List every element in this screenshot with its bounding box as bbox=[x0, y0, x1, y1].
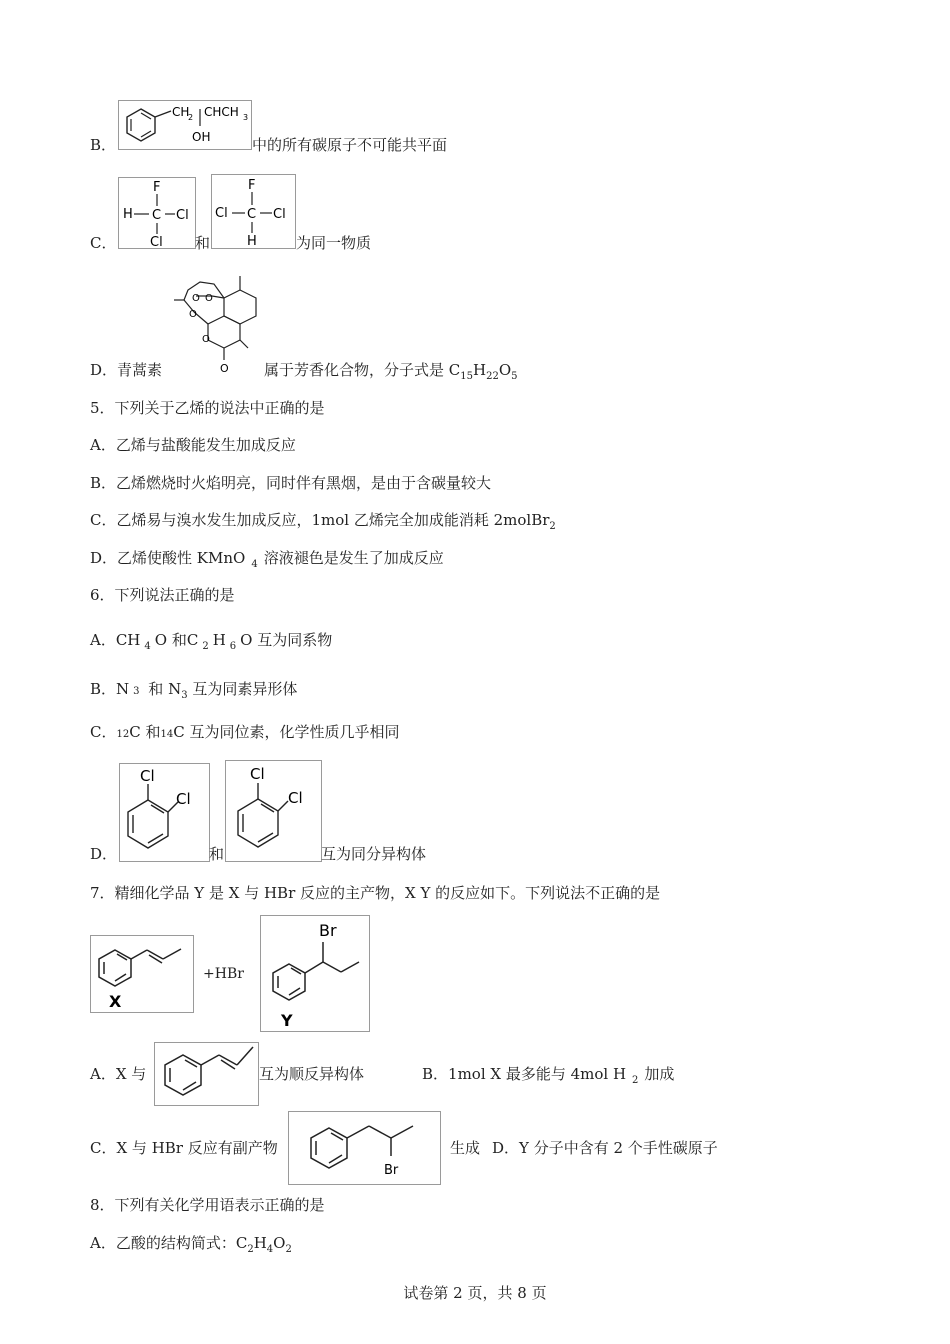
q5-option-c bbox=[90, 510, 556, 537]
sup: 14 bbox=[160, 729, 174, 740]
sub: 2 bbox=[285, 1244, 292, 1255]
q4-d-text bbox=[264, 360, 518, 387]
t: O 和C bbox=[154, 631, 199, 649]
t: B．N bbox=[90, 680, 130, 698]
q4-c-text: 为同一物质 bbox=[296, 234, 372, 252]
q7-b-text: B．1mol X 最多能与 4mol H bbox=[422, 1065, 627, 1083]
q6-d-text: 互为同分异构体 bbox=[321, 845, 427, 863]
q7-stem: 7．精细化学品 Y 是 X 与 HBr 反应的主产物，X Y 的反应如下。下列说法不正确的是 bbox=[90, 884, 661, 902]
t: H bbox=[212, 631, 226, 649]
sub: 15 bbox=[460, 371, 473, 382]
atom-o: O bbox=[205, 293, 213, 304]
sub: 3 bbox=[133, 686, 140, 697]
q6-option-b bbox=[90, 679, 297, 706]
q6-d-and: 和 bbox=[209, 845, 225, 863]
t: A．CH bbox=[90, 631, 141, 649]
atom-h: H bbox=[123, 207, 133, 222]
q7-option-a-post: 互为顺反异构体 bbox=[259, 1065, 365, 1083]
plus-hbr: +HBr bbox=[203, 966, 244, 982]
q7-b-post: 加成 bbox=[644, 1065, 675, 1083]
sub: 4 bbox=[251, 559, 258, 570]
atom-f: F bbox=[248, 178, 256, 193]
structure-dichlorobenzene-a bbox=[119, 763, 210, 862]
t: C 互为同位素，化学性质几乎相同 bbox=[173, 723, 400, 741]
formula-h: H bbox=[472, 361, 487, 379]
atom-br: Br bbox=[319, 921, 337, 940]
formula-h: H bbox=[253, 1234, 267, 1252]
sub: 2 bbox=[202, 641, 209, 652]
atom-cl: Cl bbox=[250, 765, 265, 783]
atom-o: O bbox=[202, 334, 210, 345]
atom-c: C bbox=[247, 207, 257, 222]
atom-cl: Cl bbox=[176, 790, 191, 808]
structure-x-propenylbenzene bbox=[90, 935, 194, 1013]
struct-sub-3: 3 bbox=[243, 113, 249, 122]
atom-f: F bbox=[153, 180, 161, 195]
q7-option-c-post: 生成 bbox=[450, 1139, 481, 1157]
q4-option-b bbox=[90, 135, 447, 155]
struct-oh: OH bbox=[192, 130, 211, 144]
q6-stem: 6．下列说法正确的是 bbox=[90, 586, 235, 604]
q5-d-text-post: 溶液褪色是发生了加成反应 bbox=[263, 549, 444, 567]
q8-stem: 8．下列有关化学用语表示正确的是 bbox=[90, 1196, 325, 1214]
sup: 12 bbox=[116, 729, 130, 740]
label-x: X bbox=[109, 992, 122, 1011]
sub: 5 bbox=[511, 371, 518, 382]
q7-option-b bbox=[422, 1064, 674, 1091]
q5-option-a: A．乙烯与盐酸能发生加成反应 bbox=[90, 436, 296, 454]
atom-o-carbonyl: O bbox=[220, 362, 229, 375]
atom-c: C bbox=[152, 208, 162, 223]
sub: 22 bbox=[486, 371, 499, 382]
sub: 2 bbox=[247, 1244, 254, 1255]
t: O 互为同系物 bbox=[240, 631, 333, 649]
atom-o: O bbox=[192, 293, 200, 304]
atom-cl: Cl bbox=[215, 206, 228, 221]
struct-ch: CH bbox=[172, 105, 190, 119]
structure-2-bromopropylbenzene bbox=[288, 1111, 441, 1185]
label-y: Y bbox=[281, 1011, 293, 1030]
atom-cl: Cl bbox=[273, 207, 286, 222]
t: 和 N bbox=[143, 680, 182, 698]
t: C 和 bbox=[129, 723, 161, 741]
struct-chch: CHCH bbox=[204, 105, 239, 119]
structure-y-bromopropylbenzene bbox=[260, 915, 370, 1032]
structure-cis-propenylbenzene bbox=[154, 1042, 259, 1106]
t: 互为同素异形体 bbox=[187, 680, 298, 698]
formula-o: O bbox=[498, 361, 512, 379]
structure-artemisinin bbox=[172, 268, 264, 378]
q7-option-a-pre: A．X 与 bbox=[90, 1065, 147, 1083]
atom-cl: Cl bbox=[140, 767, 155, 785]
atom-o: O bbox=[189, 309, 197, 320]
formula-o: O bbox=[273, 1234, 286, 1252]
structure-chfcl2-a bbox=[118, 177, 196, 249]
q7-option-d: D．Y 分子中含有 2 个手性碳原子 bbox=[492, 1139, 718, 1157]
q8-option-a bbox=[90, 1233, 292, 1260]
page-footer: 试卷第 2 页，共 8 页 bbox=[403, 1284, 547, 1302]
q7-option-c-pre: C．X 与 HBr 反应有副产物 bbox=[90, 1139, 278, 1157]
q6-d-label: D． bbox=[90, 845, 118, 863]
q6-option-a bbox=[90, 630, 332, 657]
q6-option-c bbox=[90, 722, 399, 745]
sub: 4 bbox=[144, 641, 151, 652]
q4-option-c bbox=[90, 233, 116, 253]
atom-br: Br bbox=[384, 1163, 399, 1178]
struct-sub-2: 2 bbox=[188, 113, 194, 122]
sub: 3 bbox=[181, 690, 188, 701]
q5-d-text-pre: D．乙烯使酸性 KMnO bbox=[90, 549, 246, 567]
atom-h: H bbox=[247, 234, 257, 248]
q5-option-d bbox=[90, 548, 444, 575]
t: C． bbox=[90, 723, 117, 741]
atom-cl: Cl bbox=[150, 235, 163, 248]
q4-b-label: B． bbox=[90, 136, 117, 154]
q4-d-label: D．青蒿素 bbox=[90, 361, 163, 379]
q5-stem: 5．下列关于乙烯的说法中正确的是 bbox=[90, 399, 325, 417]
q4-d-text-pre: 属于芳香化合物，分子式是 C bbox=[264, 361, 461, 379]
atom-cl: Cl bbox=[176, 208, 189, 223]
structure-dichlorobenzene-b bbox=[225, 760, 322, 862]
q5-option-b: B．乙烯燃烧时火焰明亮，同时伴有黑烟，是由于含碳量较大 bbox=[90, 474, 492, 492]
atom-cl: Cl bbox=[288, 789, 303, 807]
sub: 2 bbox=[549, 521, 556, 532]
sub: 2 bbox=[632, 1075, 639, 1086]
q8-a-text: A．乙酸的结构简式：C bbox=[90, 1234, 248, 1252]
sub: 6 bbox=[229, 641, 237, 652]
q5-c-text: C．乙烯易与溴水发生加成反应，1mol 乙烯完全加成能消耗 2molBr bbox=[90, 511, 550, 529]
q4-c-and: 和 bbox=[195, 234, 211, 252]
q4-option-d bbox=[90, 360, 162, 380]
structure-chfcl2-b bbox=[211, 174, 296, 249]
sub: 4 bbox=[266, 1244, 274, 1255]
q6-option-d bbox=[90, 844, 117, 864]
q4-c-label: C． bbox=[90, 234, 117, 252]
q4-b-text: 中的所有碳原子不可能共平面 bbox=[252, 136, 448, 154]
